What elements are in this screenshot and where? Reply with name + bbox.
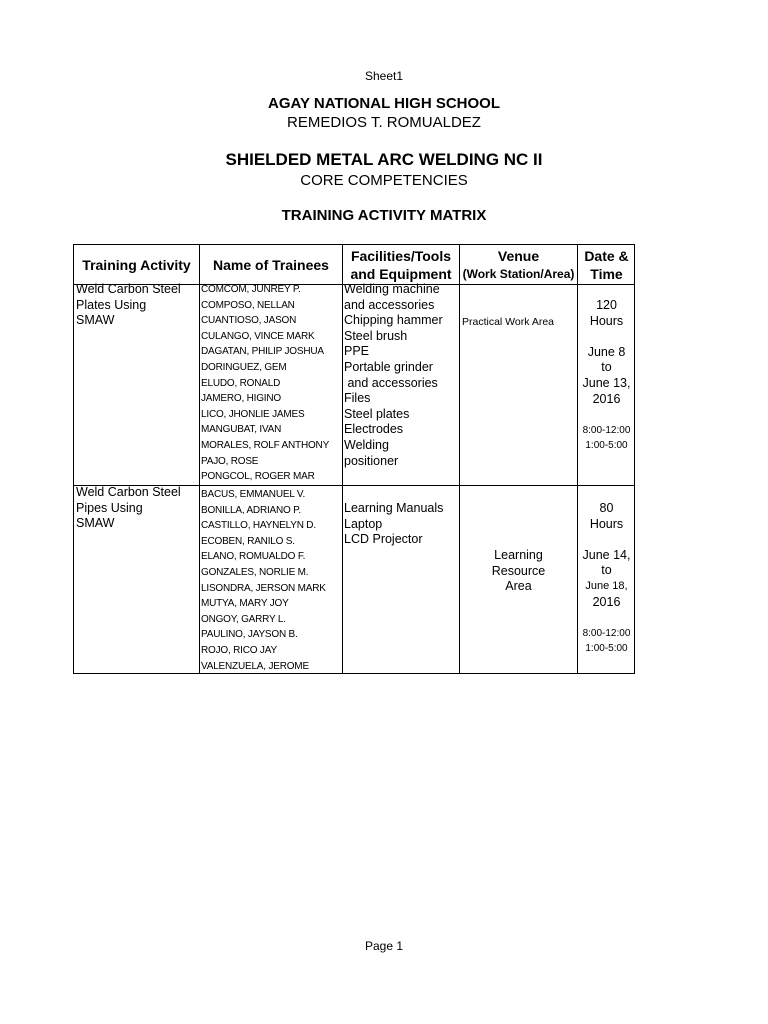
trainee-name: ELUDO, RONALD <box>201 377 281 389</box>
column-divider <box>459 245 460 673</box>
time-slot: 8:00-12:00 <box>582 627 631 639</box>
date-line: to <box>601 563 612 578</box>
row1-venue <box>462 315 554 331</box>
page-number: Page 1 <box>364 939 404 953</box>
header-facilities <box>343 245 459 285</box>
activity-line: Pipes Using <box>76 500 143 515</box>
header-venue <box>460 245 577 285</box>
trainee-name: GONZALES, NORLIE M. <box>201 566 309 578</box>
header-venue-line2: (Work Station/Area) <box>462 267 575 281</box>
competencies-label: CORE COMPETENCIES <box>300 172 468 189</box>
venue-line: Practical Work Area <box>462 316 555 328</box>
date-line: 2016 <box>592 594 621 609</box>
header-facilities-line1: Facilities/Tools <box>350 248 452 264</box>
trainee-name: VALENZUELA, JEROME <box>201 660 309 672</box>
header-training-activity <box>74 245 199 285</box>
hours-value: 120 <box>596 298 617 312</box>
trainee-name: LICO, JHONLIE JAMES <box>201 408 305 420</box>
facility-item: and accessories <box>344 297 435 312</box>
activity-line: SMAW <box>76 516 115 531</box>
header-date-line2: Time <box>590 266 623 282</box>
trainee-name: DORINGUEZ, GEM <box>201 361 287 373</box>
venue-line: Learning <box>494 548 543 562</box>
trainee-name: JAMERO, HIGINO <box>201 393 281 405</box>
facility-item: LCD Projector <box>344 532 423 547</box>
facility-item: Welding machine <box>344 282 440 296</box>
trainee-name: ROJO, RICO JAY <box>201 644 277 656</box>
row2-facilities-list <box>344 501 443 548</box>
column-divider <box>342 245 343 673</box>
venue-line: Area <box>505 579 532 594</box>
facility-item: Welding <box>344 437 389 452</box>
trainee-name: COMPOSO, NELLAN <box>201 299 295 311</box>
trainee-name: BONILLA, ADRIANO P. <box>201 504 301 516</box>
trainee-name: LISONDRA, JERSON MARK <box>201 582 326 594</box>
trainee-name: PAULINO, JAYSON B. <box>201 629 298 641</box>
activity-line: Plates Using <box>76 297 147 312</box>
facility-item: Chipping hammer <box>344 313 443 328</box>
header-name-of-trainees <box>200 245 342 285</box>
row2-venue <box>460 548 577 595</box>
date-line: June 18, <box>585 579 628 592</box>
facility-item: and accessories <box>344 375 438 390</box>
trainee-name: MORALES, ROLF ANTHONY <box>201 439 330 451</box>
trainee-name: CULANGO, VINCE MARK <box>201 330 315 342</box>
course-title: SHIELDED METAL ARC WELDING NC II <box>225 150 543 169</box>
facility-item: Portable grinder <box>344 359 433 374</box>
column-divider <box>199 245 200 673</box>
trainee-name: PAJO, ROSE <box>201 455 259 467</box>
trainee-name: BACUS, EMMANUEL V. <box>201 489 306 500</box>
principal-name: REMEDIOS T. ROMUALDEZ <box>287 114 481 131</box>
trainee-name: MANGUBAT, IVAN <box>201 424 282 436</box>
date-line: June 13, <box>582 375 631 390</box>
row2-date-time <box>578 501 635 657</box>
trainee-name: MUTYA, MARY JOY <box>201 598 289 610</box>
facility-item: positioner <box>344 453 399 468</box>
row1-trainees-list <box>201 282 329 485</box>
trainee-name: ECOBEN, RANILO S. <box>201 535 295 547</box>
row1-date-time <box>578 298 635 454</box>
header-trainees-label: Name of Trainees <box>213 257 329 273</box>
hours-value: 80 <box>599 501 614 515</box>
header-activity-label: Training Activity <box>82 257 191 273</box>
facility-item: Files <box>344 391 371 406</box>
row1-activity <box>76 282 181 329</box>
row1-facilities-list <box>344 282 443 469</box>
venue-line: Resource <box>491 563 546 578</box>
time-slot: 1:00-5:00 <box>585 643 628 655</box>
time-slot: 8:00-12:00 <box>582 424 631 436</box>
activity-line: SMAW <box>76 313 115 328</box>
hours-label: Hours <box>589 313 624 328</box>
row2-activity <box>76 485 181 532</box>
trainee-name: DAGATAN, PHILIP JOSHUA <box>201 346 324 358</box>
hours-label: Hours <box>589 516 624 531</box>
header-date-line1: Date & <box>584 248 629 264</box>
facility-item: Electrodes <box>344 422 404 437</box>
date-line: 2016 <box>592 391 621 406</box>
trainee-name: COMCOM, JUNREY P. <box>201 284 301 295</box>
facility-item: Learning Manuals <box>344 501 444 515</box>
row2-trainees-list <box>201 487 326 674</box>
trainee-name: PONGCOL, ROGER MAR <box>201 471 315 483</box>
date-line: to <box>601 360 612 375</box>
activity-line: Weld Carbon Steel <box>76 282 181 296</box>
header-venue-line1: Venue <box>497 248 540 264</box>
trainee-name: ONGOY, GARRY L. <box>201 613 286 625</box>
date-line: June 8 <box>587 344 626 359</box>
time-slot: 1:00-5:00 <box>585 440 628 452</box>
training-matrix-table <box>73 244 635 674</box>
matrix-title: TRAINING ACTIVITY MATRIX <box>281 207 487 224</box>
facility-item: Steel brush <box>344 328 408 343</box>
trainee-name: ELANO, ROMUALDO F. <box>201 551 306 563</box>
trainee-name: CASTILLO, HAYNELYN D. <box>201 520 316 532</box>
date-line: June 14, <box>582 547 631 562</box>
facility-item: PPE <box>344 344 370 359</box>
trainee-name: CUANTIOSO, JASON <box>201 315 297 327</box>
header-date-time <box>578 245 635 285</box>
school-name: AGAY NATIONAL HIGH SCHOOL <box>268 95 500 112</box>
activity-line: Weld Carbon Steel <box>76 485 181 499</box>
sheet-name: Sheet1 <box>364 69 404 83</box>
header-facilities-line2: and Equipment <box>350 266 452 282</box>
facility-item: Laptop <box>344 516 383 531</box>
facility-item: Steel plates <box>344 406 410 421</box>
